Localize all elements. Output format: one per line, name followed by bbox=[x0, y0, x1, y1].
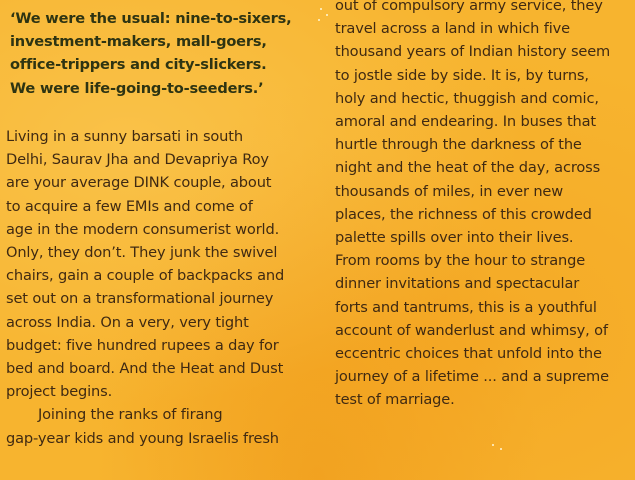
body-line: night and the heat of the day, across bbox=[335, 159, 601, 177]
body-line: amoral and endearing. In buses that bbox=[335, 113, 596, 131]
body-line: gap-year kids and young Israelis fresh bbox=[6, 429, 279, 447]
body-line: eccentric choices that unfold into the bbox=[335, 345, 602, 363]
body-line: to acquire a few EMIs and come of bbox=[6, 197, 253, 215]
body-line: Joining the ranks of firang bbox=[38, 406, 223, 424]
body-line: Living in a sunny barsati in south bbox=[6, 128, 243, 145]
body-line: dinner invitations and spectacular bbox=[335, 275, 580, 293]
speck-decoration bbox=[492, 444, 494, 446]
speck-decoration bbox=[320, 8, 322, 10]
body-line: to jostle side by side. It is, by turns, bbox=[335, 66, 589, 84]
pull-quote-line: We were life-going-to-seeders.’ bbox=[10, 79, 264, 97]
body-line: journey of a lifetime ... and a supreme bbox=[335, 368, 609, 386]
body-line: chairs, gain a couple of backpacks and bbox=[6, 267, 285, 285]
body-line: bed and board. And the Heat and Dust bbox=[6, 360, 284, 378]
speck-decoration bbox=[500, 448, 502, 450]
right-column-text bbox=[335, 0, 633, 412]
body-line: Delhi, Saurav Jha and Devapriya Roy bbox=[6, 151, 269, 169]
body-line: budget: five hundred rupees a day for bbox=[6, 336, 279, 354]
pull-quote bbox=[10, 7, 310, 100]
body-line: hurtle through the darkness of the bbox=[335, 136, 582, 154]
pull-quote-line: investment-makers, mall-goers, bbox=[10, 33, 267, 51]
body-line: palette spills over into their lives. bbox=[335, 229, 574, 247]
speck-decoration bbox=[326, 14, 328, 16]
left-column-text bbox=[6, 125, 322, 450]
body-line: From rooms by the hour to strange bbox=[335, 252, 586, 270]
body-line: are your average DINK couple, about bbox=[6, 174, 272, 192]
body-line: Only, they don’t. They junk the swivel bbox=[6, 244, 278, 262]
body-line: out of compulsory army service, they bbox=[335, 0, 603, 14]
body-line: set out on a transformational journey bbox=[6, 290, 274, 308]
body-line: holy and hectic, thuggish and comic, bbox=[335, 89, 599, 107]
body-line: thousands of miles, in ever new bbox=[335, 182, 564, 200]
body-line: account of wanderlust and whimsy, of bbox=[335, 321, 608, 339]
speck-decoration bbox=[318, 19, 320, 21]
body-line: thousand years of Indian history seem bbox=[335, 43, 611, 61]
body-line: forts and tantrums, this is a youthful bbox=[335, 298, 597, 316]
body-line: places, the richness of this crowded bbox=[335, 205, 592, 223]
body-line: project begins. bbox=[6, 383, 113, 401]
body-line: across India. On a very, very tight bbox=[6, 313, 249, 331]
body-line: age in the modern consumerist world. bbox=[6, 220, 280, 238]
body-line: travel across a land in which five bbox=[335, 20, 570, 38]
body-line: test of marriage. bbox=[335, 391, 455, 409]
pull-quote-line: office-trippers and city-slickers. bbox=[10, 56, 267, 74]
pull-quote-line: ‘We were the usual: nine-to-sixers, bbox=[10, 10, 292, 27]
